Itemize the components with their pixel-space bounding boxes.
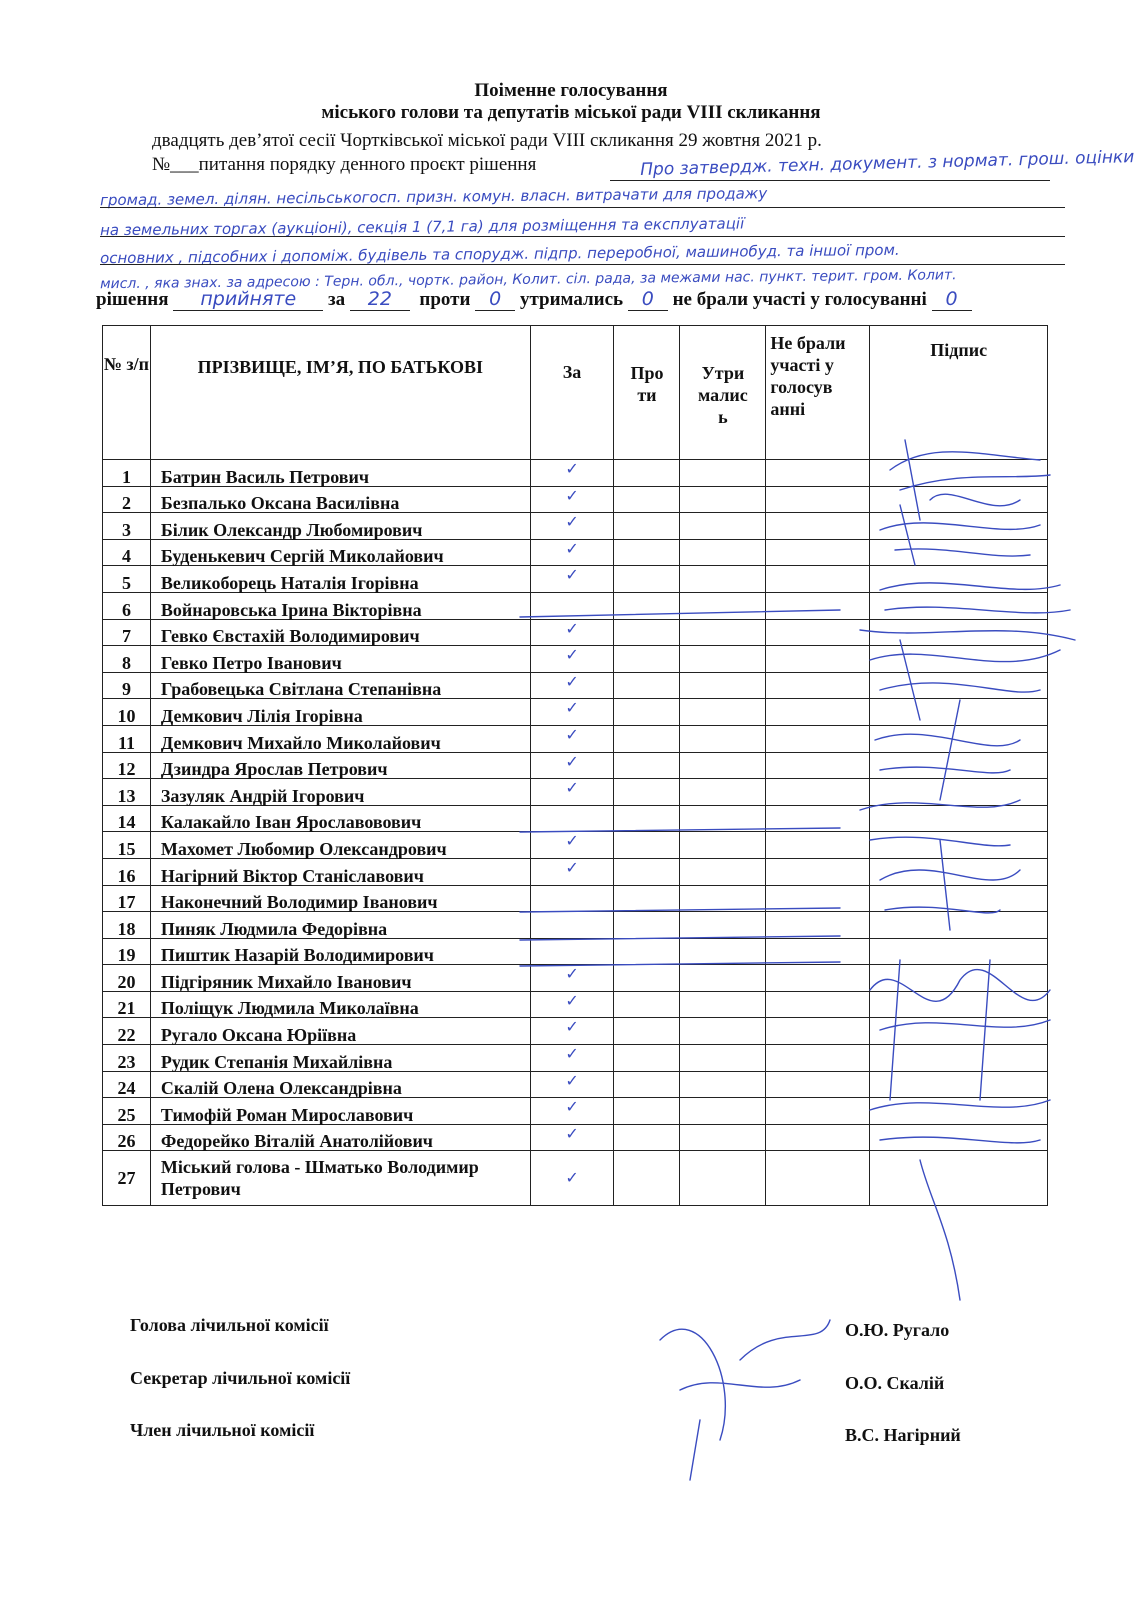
row-signature <box>870 1045 1048 1072</box>
row-signature <box>870 832 1048 859</box>
row-signature <box>870 672 1048 699</box>
row-vote-for: ✓ <box>530 858 614 885</box>
secretary-label: Секретар лічильної комісії <box>130 1368 351 1388</box>
table-row <box>103 991 1048 1018</box>
table-row <box>103 513 1048 540</box>
row-name: Міський голова - Шматько Володимир Петрович <box>150 1151 530 1206</box>
row-name: Пиштик Назарій Володимирович <box>150 938 530 965</box>
not-voted-label: не брали участі у голосуванні <box>672 289 927 310</box>
question-handwritten-3: на земельних торгах (аукціоні), секція 1 (7,1 га) для розміщення та експлуатації <box>99 214 745 240</box>
question-handwritten-4: основних , підсобних і допоміж. будівель та спорудж. підпр. переробної, машинобуд. та іншої пром. <box>99 240 900 268</box>
row-name: Махомет Любомир Олександрович <box>150 832 530 859</box>
row-name: Пиняк Людмила Федорівна <box>150 912 530 939</box>
row-name: Безпалько Оксана Василівна <box>150 486 530 513</box>
row-name: Дзиндра Ярослав Петрович <box>150 752 530 779</box>
secretary-name: О.О. Скалій <box>845 1373 945 1393</box>
table-row <box>103 486 1048 513</box>
row-vote-against <box>614 885 680 912</box>
abstained-value: 0 <box>628 288 668 311</box>
row-vote-for <box>530 912 614 939</box>
header-num: № з/п <box>103 326 151 460</box>
row-vote-abstain <box>680 1045 766 1072</box>
row-vote-for: ✓ <box>530 566 614 593</box>
row-vote-for: ✓ <box>530 1098 614 1125</box>
table-row <box>103 539 1048 566</box>
row-signature <box>870 885 1048 912</box>
table-row <box>103 619 1048 646</box>
row-signature <box>870 1071 1048 1098</box>
row-number: 26 <box>103 1124 151 1151</box>
table-row <box>103 1071 1048 1098</box>
row-name: Калакайло Іван Ярославовович <box>150 805 530 832</box>
row-name: Батрин Василь Петрович <box>150 460 530 487</box>
row-vote-for: ✓ <box>530 672 614 699</box>
row-number: 21 <box>103 991 151 1018</box>
row-vote-against <box>614 566 680 593</box>
row-vote-abstain <box>680 1098 766 1125</box>
row-vote-against <box>614 805 680 832</box>
row-vote-absent <box>766 725 870 752</box>
chair-label: Голова лічильної комісії <box>130 1315 329 1335</box>
row-number: 10 <box>103 699 151 726</box>
row-name: Білик Олександр Любомирович <box>150 513 530 540</box>
row-name: Тимофій Роман Мирославович <box>150 1098 530 1125</box>
row-vote-absent <box>766 885 870 912</box>
row-vote-for: ✓ <box>530 619 614 646</box>
row-vote-for: ✓ <box>530 1018 614 1045</box>
row-vote-abstain <box>680 805 766 832</box>
result-line <box>96 288 972 311</box>
row-vote-for: ✓ <box>530 725 614 752</box>
table-row <box>103 832 1048 859</box>
underline <box>610 180 1050 181</box>
row-vote-against <box>614 619 680 646</box>
row-vote-against <box>614 832 680 859</box>
row-number: 8 <box>103 646 151 673</box>
row-vote-against <box>614 1018 680 1045</box>
row-name: Ругало Оксана Юріївна <box>150 1018 530 1045</box>
row-vote-against <box>614 646 680 673</box>
row-vote-abstain <box>680 752 766 779</box>
row-number: 18 <box>103 912 151 939</box>
table-row <box>103 460 1048 487</box>
row-signature <box>870 1098 1048 1125</box>
against-label: проти <box>419 289 471 310</box>
row-vote-for: ✓ <box>530 539 614 566</box>
not-voted-value: 0 <box>932 288 972 311</box>
row-signature <box>870 965 1048 992</box>
row-vote-absent <box>766 699 870 726</box>
row-vote-for <box>530 938 614 965</box>
row-vote-absent <box>766 646 870 673</box>
table-row <box>103 566 1048 593</box>
row-number: 2 <box>103 486 151 513</box>
table-row <box>103 858 1048 885</box>
row-vote-abstain <box>680 832 766 859</box>
row-name: Демкович Михайло Миколайович <box>150 725 530 752</box>
row-name: Зазуляк Андрій Ігорович <box>150 779 530 806</box>
row-vote-abstain <box>680 619 766 646</box>
row-number: 9 <box>103 672 151 699</box>
row-number: 23 <box>103 1045 151 1072</box>
row-vote-for: ✓ <box>530 779 614 806</box>
row-number: 17 <box>103 885 151 912</box>
row-number: 7 <box>103 619 151 646</box>
row-vote-against <box>614 539 680 566</box>
row-vote-abstain <box>680 1124 766 1151</box>
decision-label: рішення <box>96 289 169 310</box>
session-line: двадцять дев’ятої сесії Чортківської міської ради VIII скликання 29 жовтня 2021 р. <box>152 130 822 151</box>
row-vote-for: ✓ <box>530 752 614 779</box>
row-signature <box>870 779 1048 806</box>
row-vote-against <box>614 1098 680 1125</box>
row-vote-abstain <box>680 699 766 726</box>
member-name: В.С. Нагірний <box>845 1425 961 1445</box>
row-vote-against <box>614 486 680 513</box>
header-name: ПРІЗВИЩЕ, ІМ’Я, ПО БАТЬКОВІ <box>150 326 530 460</box>
row-name: Рудик Степанія Михайлівна <box>150 1045 530 1072</box>
row-vote-absent <box>766 1071 870 1098</box>
table-row <box>103 805 1048 832</box>
row-vote-for <box>530 805 614 832</box>
row-vote-absent <box>766 779 870 806</box>
row-signature <box>870 1124 1048 1151</box>
row-name: Підгіряник Михайло Іванович <box>150 965 530 992</box>
row-vote-for: ✓ <box>530 513 614 540</box>
header-abstain: Утри малис ь <box>680 326 766 460</box>
row-vote-absent <box>766 991 870 1018</box>
row-vote-against <box>614 779 680 806</box>
row-vote-abstain <box>680 885 766 912</box>
row-vote-absent <box>766 752 870 779</box>
row-vote-against <box>614 991 680 1018</box>
row-name: Поліщук Людмила Миколаївна <box>150 991 530 1018</box>
row-vote-abstain <box>680 912 766 939</box>
against-value: 0 <box>475 288 515 311</box>
row-vote-abstain <box>680 1018 766 1045</box>
signature-scribble <box>660 1320 830 1480</box>
row-vote-against <box>614 460 680 487</box>
row-name: Скалій Олена Олександрівна <box>150 1071 530 1098</box>
row-number: 27 <box>103 1151 151 1206</box>
row-vote-abstain <box>680 566 766 593</box>
row-vote-abstain <box>680 779 766 806</box>
row-signature <box>870 858 1048 885</box>
row-vote-abstain <box>680 1151 766 1206</box>
question-handwritten-2: громад. земел. ділян. несільськогосп. призн. комун. власн. витрачати для продажу <box>99 184 768 210</box>
row-number: 5 <box>103 566 151 593</box>
row-vote-against <box>614 1045 680 1072</box>
row-number: 25 <box>103 1098 151 1125</box>
decision-value: прийняте <box>173 288 323 311</box>
row-vote-absent <box>766 1124 870 1151</box>
row-signature <box>870 566 1048 593</box>
row-vote-for <box>530 885 614 912</box>
document-title: Поіменне голосування <box>474 80 668 101</box>
row-signature <box>870 646 1048 673</box>
table-row <box>103 752 1048 779</box>
row-signature <box>870 699 1048 726</box>
row-vote-for: ✓ <box>530 1151 614 1206</box>
row-vote-abstain <box>680 592 766 619</box>
table-row <box>103 938 1048 965</box>
row-vote-absent <box>766 1045 870 1072</box>
table-row <box>103 965 1048 992</box>
row-vote-abstain <box>680 672 766 699</box>
row-number: 20 <box>103 965 151 992</box>
member-label: Член лічильної комісії <box>130 1420 315 1440</box>
header-signature: Підпис <box>870 326 1048 460</box>
row-vote-for: ✓ <box>530 965 614 992</box>
table-row <box>103 912 1048 939</box>
row-vote-abstain <box>680 965 766 992</box>
vote-table <box>102 325 1048 1206</box>
row-vote-for: ✓ <box>530 1124 614 1151</box>
row-name: Гевко Петро Іванович <box>150 646 530 673</box>
table-row <box>103 1124 1048 1151</box>
row-name: Буденькевич Сергій Миколайович <box>150 539 530 566</box>
row-name: Гевко Євстахій Володимирович <box>150 619 530 646</box>
row-vote-for: ✓ <box>530 460 614 487</box>
row-vote-for: ✓ <box>530 991 614 1018</box>
row-vote-against <box>614 752 680 779</box>
row-vote-against <box>614 513 680 540</box>
row-name: Федорейко Віталій Анатолійович <box>150 1124 530 1151</box>
row-signature <box>870 725 1048 752</box>
table-row <box>103 592 1048 619</box>
row-signature <box>870 912 1048 939</box>
table-row <box>103 672 1048 699</box>
row-vote-against <box>614 672 680 699</box>
row-vote-against <box>614 1151 680 1206</box>
row-vote-abstain <box>680 646 766 673</box>
row-number: 13 <box>103 779 151 806</box>
row-signature <box>870 938 1048 965</box>
row-vote-absent <box>766 858 870 885</box>
row-vote-absent <box>766 805 870 832</box>
row-signature <box>870 486 1048 513</box>
row-number: 3 <box>103 513 151 540</box>
header-absent: Не брали участі у голосув анні <box>766 326 870 460</box>
row-vote-absent <box>766 619 870 646</box>
row-vote-abstain <box>680 460 766 487</box>
table-row <box>103 1018 1048 1045</box>
row-vote-against <box>614 699 680 726</box>
row-vote-absent <box>766 912 870 939</box>
question-handwritten-5: мисл. , яка знах. за адресою : Терн. обл., чортк. район, Колит. сіл. рада, за межами нас. пункт. терит. гром. Колит. <box>99 267 957 293</box>
row-number: 12 <box>103 752 151 779</box>
row-signature <box>870 805 1048 832</box>
row-vote-abstain <box>680 1071 766 1098</box>
row-number: 22 <box>103 1018 151 1045</box>
row-name: Великоборець Наталія Ігорівна <box>150 566 530 593</box>
table-row <box>103 779 1048 806</box>
row-vote-against <box>614 1124 680 1151</box>
row-signature <box>870 752 1048 779</box>
row-vote-for: ✓ <box>530 832 614 859</box>
row-vote-absent <box>766 938 870 965</box>
row-vote-against <box>614 858 680 885</box>
row-signature <box>870 991 1048 1018</box>
row-vote-for <box>530 592 614 619</box>
row-vote-absent <box>766 965 870 992</box>
row-vote-abstain <box>680 725 766 752</box>
row-vote-against <box>614 592 680 619</box>
row-vote-absent <box>766 592 870 619</box>
row-vote-abstain <box>680 539 766 566</box>
row-vote-absent <box>766 1018 870 1045</box>
row-vote-against <box>614 938 680 965</box>
underline <box>100 264 1065 265</box>
row-signature <box>870 513 1048 540</box>
row-signature <box>870 539 1048 566</box>
row-name: Наконечний Володимир Іванович <box>150 885 530 912</box>
row-vote-abstain <box>680 486 766 513</box>
row-vote-for: ✓ <box>530 1045 614 1072</box>
row-number: 4 <box>103 539 151 566</box>
row-signature <box>870 1018 1048 1045</box>
row-vote-against <box>614 912 680 939</box>
row-vote-absent <box>766 513 870 540</box>
row-vote-abstain <box>680 991 766 1018</box>
row-number: 15 <box>103 832 151 859</box>
question-prefix: №___питання порядку денного проєкт рішення <box>152 154 537 175</box>
row-name: Грабовецька Світлана Степанівна <box>150 672 530 699</box>
underline <box>100 236 1065 237</box>
row-signature <box>870 619 1048 646</box>
row-name: Нагірний Віктор Станіславович <box>150 858 530 885</box>
table-row <box>103 725 1048 752</box>
table-row <box>103 1098 1048 1125</box>
row-number: 16 <box>103 858 151 885</box>
row-vote-absent <box>766 832 870 859</box>
chair-name: О.Ю. Ругало <box>845 1320 950 1340</box>
underline <box>100 207 1065 208</box>
row-vote-against <box>614 725 680 752</box>
row-vote-for: ✓ <box>530 646 614 673</box>
table-row <box>103 885 1048 912</box>
row-number: 6 <box>103 592 151 619</box>
row-name: Демкович Лілія Ігорівна <box>150 699 530 726</box>
row-signature <box>870 460 1048 487</box>
row-vote-abstain <box>680 858 766 885</box>
table-row <box>103 646 1048 673</box>
row-vote-absent <box>766 539 870 566</box>
for-value: 22 <box>350 288 410 311</box>
row-vote-absent <box>766 1098 870 1125</box>
row-number: 1 <box>103 460 151 487</box>
table-row <box>103 1151 1048 1206</box>
row-vote-against <box>614 965 680 992</box>
row-vote-abstain <box>680 513 766 540</box>
row-vote-for: ✓ <box>530 1071 614 1098</box>
table-row <box>103 1045 1048 1072</box>
row-vote-for: ✓ <box>530 486 614 513</box>
row-vote-abstain <box>680 938 766 965</box>
row-signature <box>870 592 1048 619</box>
row-vote-absent <box>766 486 870 513</box>
row-vote-absent <box>766 1151 870 1206</box>
row-vote-absent <box>766 460 870 487</box>
for-label: за <box>328 289 346 310</box>
row-signature <box>870 1151 1048 1206</box>
abstained-label: утримались <box>519 289 624 310</box>
row-vote-absent <box>766 672 870 699</box>
row-vote-for: ✓ <box>530 699 614 726</box>
row-number: 14 <box>103 805 151 832</box>
row-number: 24 <box>103 1071 151 1098</box>
row-vote-against <box>614 1071 680 1098</box>
row-number: 11 <box>103 725 151 752</box>
header-for: За <box>530 326 614 460</box>
document-subtitle: міського голови та депутатів міської ради VIII скликання <box>321 102 821 123</box>
row-name: Войнаровська Ірина Вікторівна <box>150 592 530 619</box>
row-number: 19 <box>103 938 151 965</box>
table-row <box>103 699 1048 726</box>
header-against: Про ти <box>614 326 680 460</box>
question-handwritten-1: Про затвердж. техн. документ. з нормат. грош. оцінки <box>640 147 1135 180</box>
row-vote-absent <box>766 566 870 593</box>
